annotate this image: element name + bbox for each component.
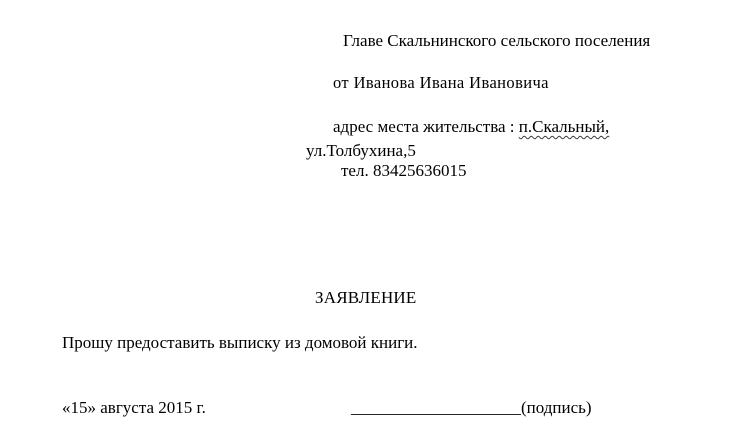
address-settlement: п.Скальный, — [518, 117, 610, 136]
signature-line: ____________________(подпись) — [351, 398, 592, 417]
phone-number: тел. 83425636015 — [341, 161, 467, 180]
request-text: Прошу предоставить выписку из домовой книги. — [62, 333, 418, 352]
document-date: «15» августа 2015 г. — [62, 398, 206, 417]
address-street: ул.Толбухина,5 — [306, 141, 416, 160]
addressee-line: Главе Скальнинского сельского поселения — [343, 31, 651, 50]
document-title: ЗАЯВЛЕНИЕ — [315, 288, 417, 307]
address-line-1 — [333, 118, 609, 135]
address-label: адрес места жительства : — [333, 117, 519, 136]
sender-name: от Иванова Ивана Ивановича — [333, 73, 549, 92]
